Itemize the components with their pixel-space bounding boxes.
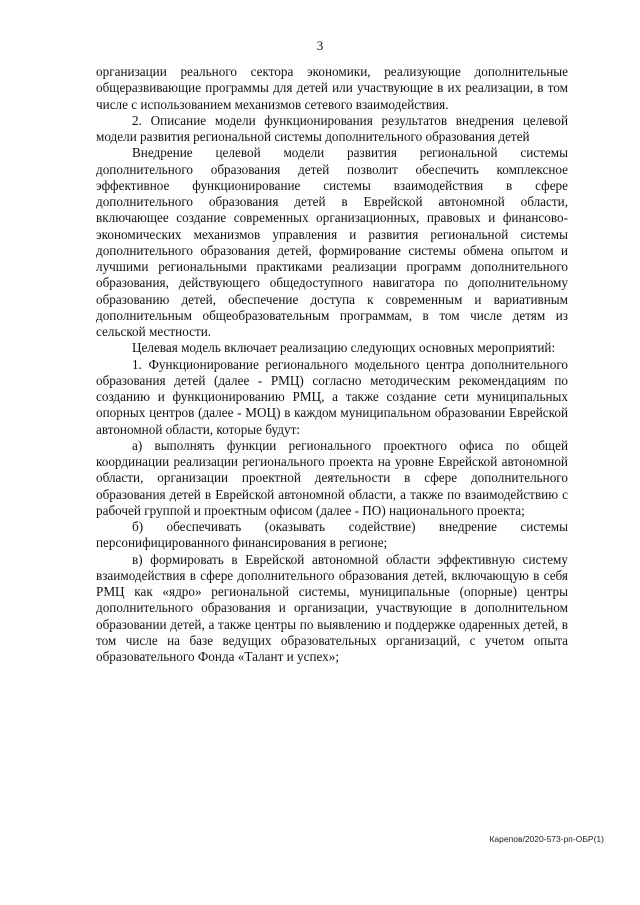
paragraph-continuation: организации реального сектора экономики, реализующие дополнительные общеразвивающие программы для детей или участвующие в их реализации, в том числе с использованием механизмов сетевого взаимодействия. (96, 64, 568, 112)
document-footer-code: Карепов/2020-573-рп-ОБР(1) (489, 834, 604, 844)
paragraph-model-description: Внедрение целевой модели развития региональной системы дополнительного образования детей позволит обеспечить комплексное эффективное функционирование системы взаимодействия в сфере дополнительного образования детей в Еврейской автономной области, включающее создание современных организационных, правовых и финансово-экономических механизмов управления и развития региональной системы дополнительного образования детей, формирование системы обмена опытом и лучшими региональными практиками реализации программ дополнительного образования, действующего общедоступного навигатора по дополнительному образованию детей, обеспечение доступа к современным и вариативным дополнительным общеобразовательным программам, в том числе детям из сельской местности. (96, 145, 568, 339)
page-number: 3 (316, 38, 324, 53)
list-item-1: 1. Функционирование регионального модельного центра дополнительного образования детей (далее - РМЦ) согласно методическим рекомендациям по созданию и функционированию РМЦ, а также создание сети муниципальных опорных центров (далее - МОЦ) в каждом муниципальном образовании Еврейской автономной области, которые будут: (96, 356, 568, 437)
list-item-a: а) выполнять функции регионального проектного офиса по общей координации реализации регионального проекта на уровне Еврейской автономной области, организации проектной деятельности в сфере дополнительного образования детей в Еврейской автономной области, а также по взаимодействию с рабочей группой и проектным офисом (далее - ПО) национального проекта; (96, 437, 568, 518)
section-heading: 2. Описание модели функционирования результатов внедрения целевой модели развития региональной системы дополнительного образования детей (96, 112, 568, 144)
paragraph-activities-intro: Целевая модель включает реализацию следующих основных мероприятий: (132, 340, 556, 356)
document-body (96, 64, 568, 665)
list-item-b: б) обеспечивать (оказывать содействие) внедрение системы персонифицированного финансирования в регионе; (96, 519, 568, 551)
list-item-v: в) формировать в Еврейской автономной области эффективную систему взаимодействия в сфере дополнительного образования детей, включающую в себя РМЦ как «ядро» региональной системы, муниципальные (опорные) центры дополнительного образования и организации, участвующие в дополнительном образовании детей, а также центры по выявлению и поддержке одаренных детей, в том числе на базе ведущих образовательных организаций, с учетом опыта образовательного Фонда «Талант и успех»; (96, 551, 568, 664)
